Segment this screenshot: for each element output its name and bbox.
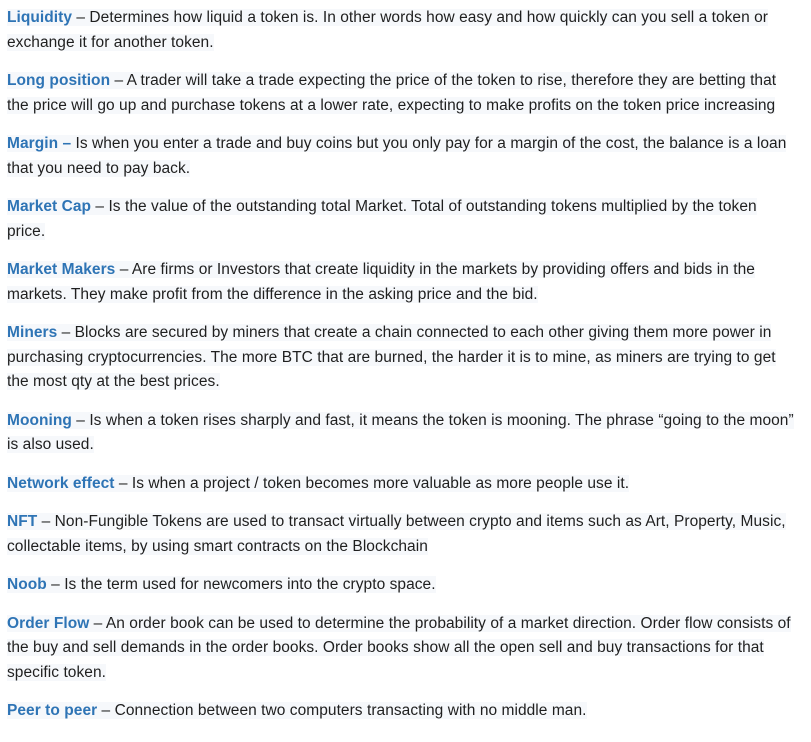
glossary-entry-market-cap	[7, 195, 796, 244]
term-separator: –	[72, 9, 90, 26]
glossary-entry-noob	[7, 573, 796, 598]
glossary-definition: Is when a token rises sharply and fast, it means the token is mooning. The phrase “going to the moon” is also used.	[7, 411, 794, 453]
term-separator: –	[97, 702, 115, 719]
glossary-entry-network-effect	[7, 472, 796, 497]
glossary-term: Margin –	[7, 135, 72, 152]
glossary-definition: Is when you enter a trade and buy coins but you only pay for a margin of the cost, the balance is a loan that you need to pay back.	[7, 135, 787, 177]
glossary-definition: Is when a project / token becomes more valuable as more people use it.	[131, 474, 630, 492]
glossary-entry-miners	[7, 321, 796, 395]
glossary-term: Long position	[7, 72, 111, 89]
glossary-definition: Determines how liquid a token is. In other words how easy and how quickly can you sell a token or exchange it for another token.	[7, 9, 769, 51]
glossary-entry-long-position	[7, 69, 796, 118]
term-separator: –	[57, 324, 75, 341]
glossary-entry-order-flow	[7, 612, 796, 686]
term-separator: –	[71, 411, 90, 429]
glossary-term: Market Cap	[7, 198, 92, 215]
glossary-definition: Non-Fungible Tokens are used to transact virtually between crypto and items such as Art, Property, Music, collectable items, by using smart contracts on the Blockchain	[7, 513, 786, 555]
entry-text	[7, 475, 629, 492]
term-separator: –	[114, 474, 132, 492]
term-separator: –	[110, 72, 127, 89]
glossary-definition: Is the term used for newcomers into the crypto space.	[64, 576, 436, 593]
glossary-entry-peer-to-peer	[7, 699, 796, 724]
glossary-definition: Blocks are secured by miners that create a chain connected to each other giving them more power in purchasing cryptocurrencies. The more BTC that are burned, the harder it is to mine, as miners are trying to get the most qty at the best prices.	[7, 324, 776, 390]
entry-text	[7, 412, 794, 454]
entry-text	[7, 198, 757, 240]
glossary-entry-liquidity	[7, 6, 796, 55]
glossary-term: Market Makers	[7, 261, 116, 278]
glossary-term: Peer to peer	[7, 702, 98, 719]
glossary-term: Noob	[7, 576, 47, 593]
glossary-definition: A trader will take a trade expecting the price of the token to rise, therefore they are betting that the price will go up and purchase tokens at a lower rate, expecting to make profits on the token price increasing	[7, 72, 777, 114]
entry-text	[7, 576, 436, 593]
term-separator: –	[37, 513, 55, 530]
glossary-entry-mooning	[7, 409, 796, 458]
entry-text	[7, 615, 791, 681]
entry-text	[7, 72, 776, 114]
glossary-term: Network effect	[7, 474, 115, 492]
glossary-definition: Are firms or Investors that create liquidity in the markets by providing offers and bids in the markets. They make profit from the difference in the asking price and the bid.	[7, 261, 755, 303]
glossary-entry-market-makers	[7, 258, 796, 307]
glossary-definition: Is the value of the outstanding total Market. Total of outstanding tokens multiplied by the token price.	[7, 198, 757, 240]
glossary-term: Order Flow	[7, 614, 90, 632]
entry-text	[7, 135, 786, 177]
entry-text	[7, 513, 786, 555]
entry-text	[7, 261, 755, 303]
term-separator: –	[46, 576, 65, 593]
entry-text	[7, 702, 587, 719]
entry-text	[7, 324, 776, 390]
term-separator: –	[91, 198, 109, 215]
entry-text	[7, 9, 768, 51]
glossary-term: NFT	[7, 513, 38, 530]
glossary-entry-nft	[7, 510, 796, 559]
glossary-definition: An order book can be used to determine the probability of a market direction. Order flow consists of the buy and sell demands in the order books. Order books show all the open sell and buy transactions for that specific token.	[7, 614, 791, 681]
glossary-term: Liquidity	[7, 9, 73, 26]
glossary-term: Miners	[7, 324, 58, 341]
term-separator: –	[89, 614, 106, 632]
glossary-entry-margin	[7, 132, 796, 181]
glossary-term: Mooning	[7, 411, 72, 429]
glossary-definition: Connection between two computers transacting with no middle man.	[114, 702, 587, 719]
term-separator: –	[115, 261, 132, 278]
